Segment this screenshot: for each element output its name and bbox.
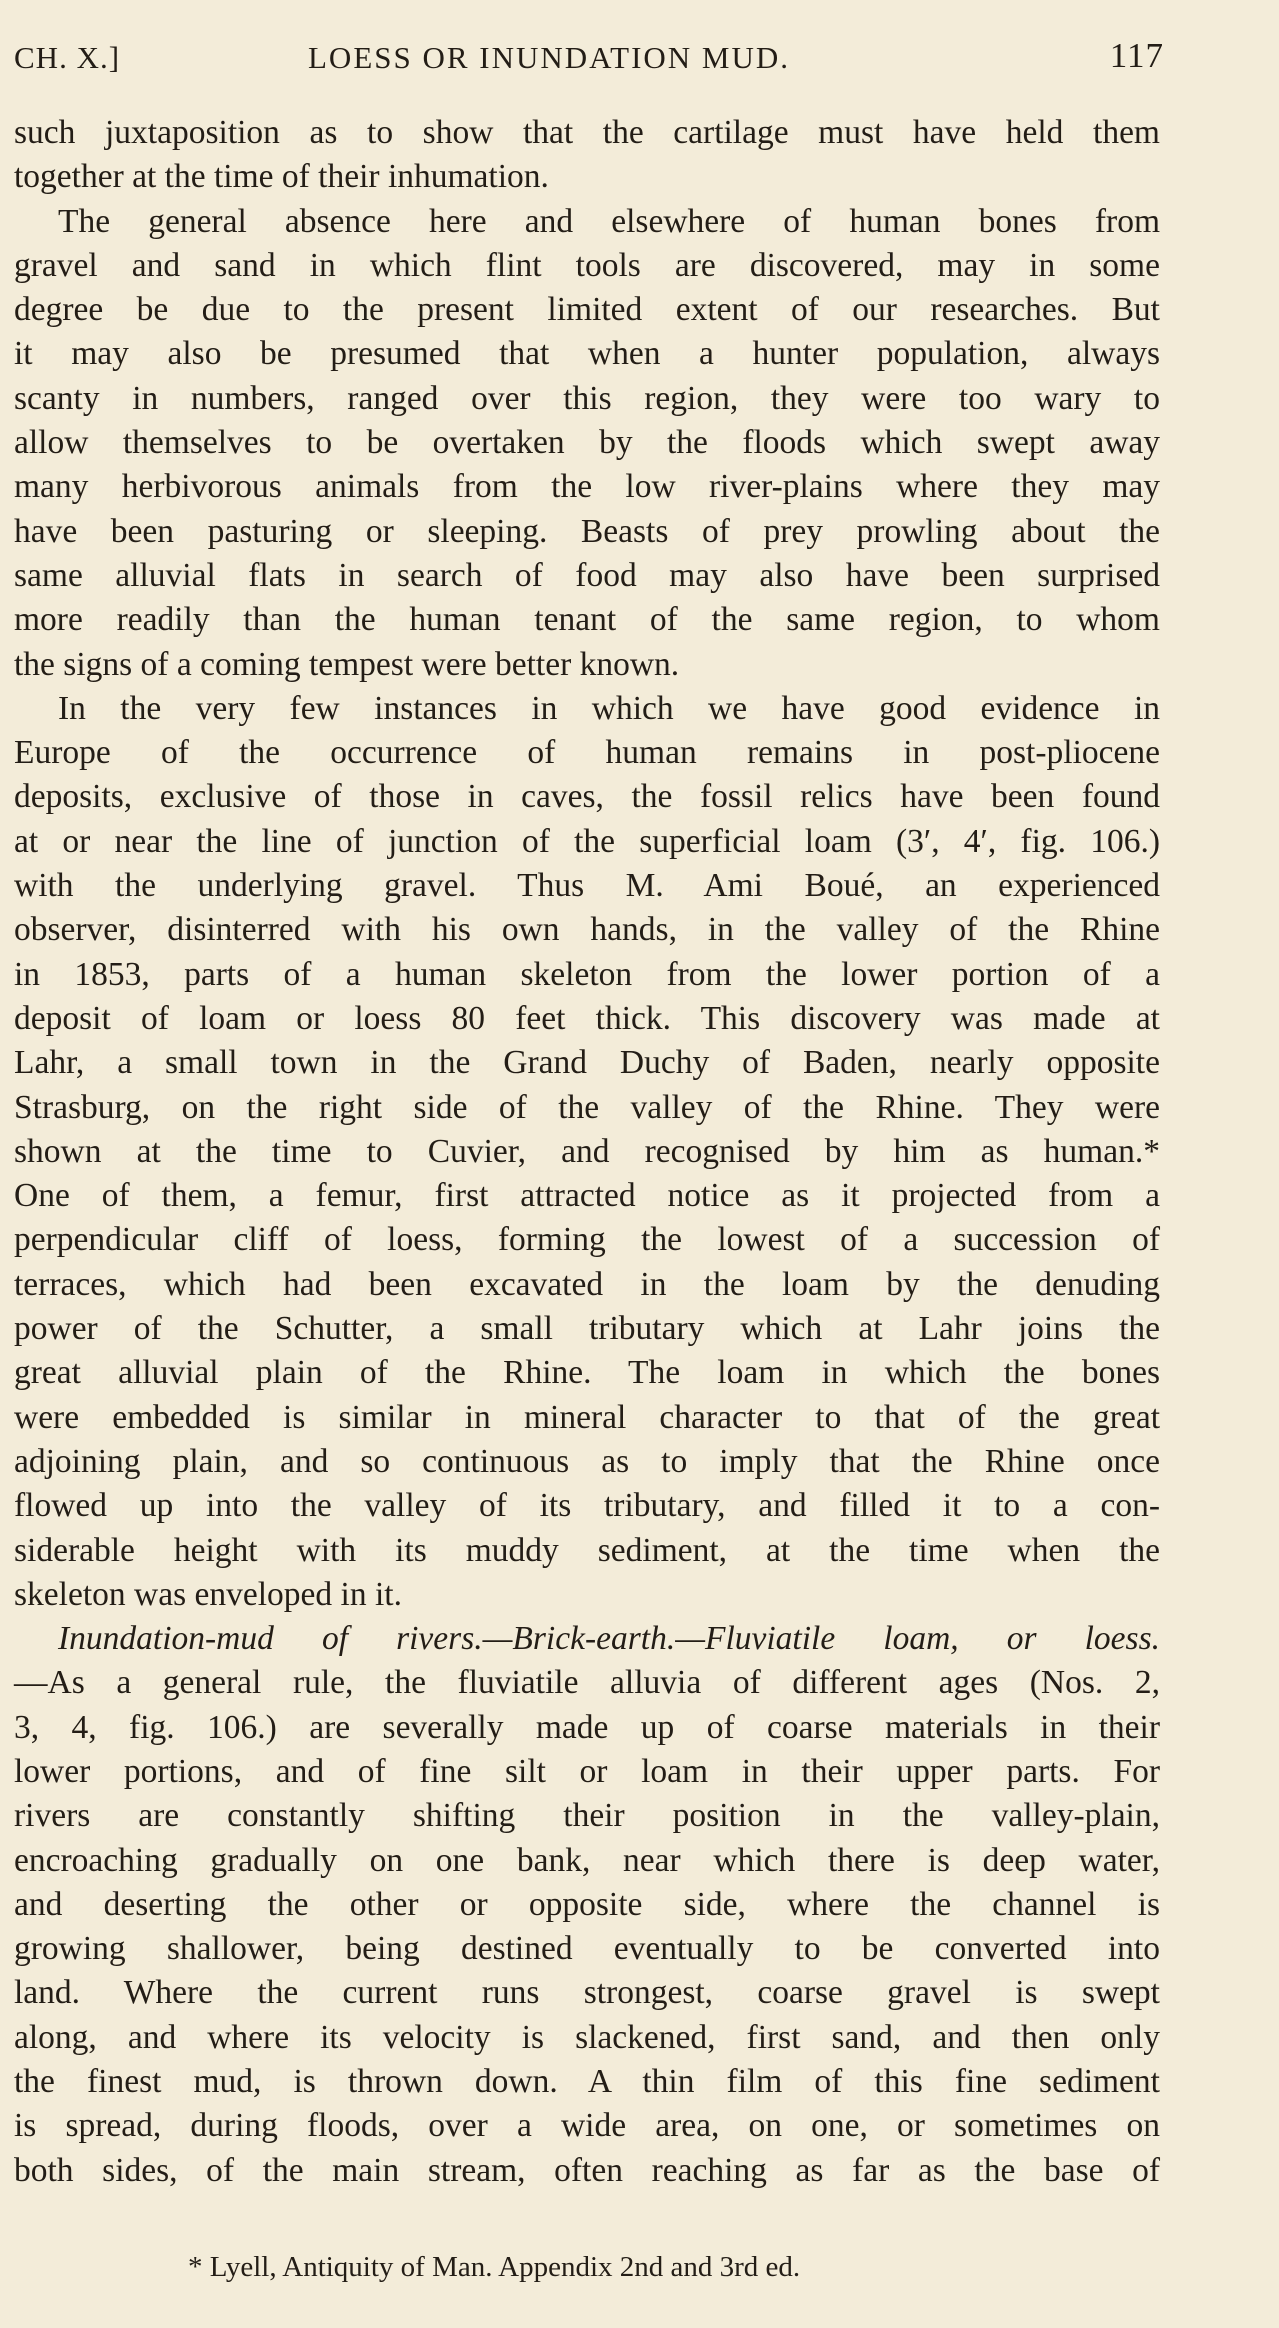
page-number: 117 bbox=[1109, 36, 1164, 75]
text-line: were embedded is similar in mineral character to that of the great bbox=[14, 1398, 1160, 1436]
text-line: great alluvial plain of the Rhine. The loam in which the bones bbox=[14, 1354, 1160, 1392]
text-line: One of them, a femur, first attracted notice as it projected from a bbox=[14, 1177, 1160, 1215]
footnote: * Lyell, Antiquity of Man. Appendix 2nd and 3rd ed. bbox=[188, 2251, 801, 2283]
text-line: land. Where the current runs strongest, coarse gravel is swept bbox=[14, 1974, 1160, 2012]
paragraph bbox=[14, 200, 1160, 687]
text-line: scanty in numbers, ranged over this region, they were too wary to bbox=[14, 379, 1160, 417]
text-line: Europe of the occurrence of human remains in post-pliocene bbox=[14, 734, 1160, 772]
text-line: and deserting the other or opposite side, where the channel is bbox=[14, 1885, 1160, 1923]
section-heading: Inundation-mud of rivers.—Brick-earth.—Fluviatile loam, or loess. bbox=[58, 1620, 1160, 1658]
paragraph bbox=[14, 111, 1160, 200]
text-line: lower portions, and of fine silt or loam in their upper parts. For bbox=[14, 1752, 1160, 1790]
text-line: same alluvial flats in search of food may also have been surprised bbox=[14, 556, 1160, 594]
text-line: have been pasturing or sleeping. Beasts of prey prowling about the bbox=[14, 512, 1160, 550]
text-line: rivers are constantly shifting their position in the valley-plain, bbox=[14, 1797, 1160, 1835]
text-line: flowed up into the valley of its tributary, and filled it to a con- bbox=[14, 1487, 1160, 1525]
text-line: together at the time of their inhumation. bbox=[14, 158, 549, 196]
text-line: skeleton was enveloped in it. bbox=[14, 1575, 402, 1613]
section-inundation-mud bbox=[14, 1617, 1160, 2193]
text-line: such juxtaposition as to show that the cartilage must have held them bbox=[14, 114, 1160, 151]
text-line: encroaching gradually on one bank, near which there is deep water, bbox=[14, 1841, 1160, 1879]
text-line: allow themselves to be overtaken by the floods which swept away bbox=[14, 424, 1160, 462]
chapter-label: CH. X.] bbox=[14, 40, 121, 75]
text-line: —As a general rule, the fluviatile alluvia of different ages (Nos. 2, bbox=[14, 1664, 1160, 1702]
text-line: many herbivorous animals from the low river-plains where they may bbox=[14, 468, 1160, 506]
text-line: adjoining plain, and so continuous as to imply that the Rhine once bbox=[14, 1442, 1160, 1480]
text-line: Lahr, a small town in the Grand Duchy of Baden, nearly opposite bbox=[14, 1044, 1160, 1082]
text-line: 3, 4, fig. 106.) are severally made up of coarse materials in their bbox=[14, 1708, 1160, 1746]
text-line: In the very few instances in which we have good evidence in bbox=[58, 689, 1160, 727]
text-line: the finest mud, is thrown down. A thin film of this fine sediment bbox=[14, 2063, 1160, 2101]
text-line: along, and where its velocity is slackened, first sand, and then only bbox=[14, 2018, 1160, 2056]
text-line: perpendicular cliff of loess, forming the lowest of a succession of bbox=[14, 1221, 1160, 1259]
text-line: deposits, exclusive of those in caves, the fossil relics have been found bbox=[14, 778, 1160, 816]
running-title: LOESS OR INUNDATION MUD. bbox=[308, 40, 790, 75]
text-line: observer, disinterred with his own hands, in the valley of the Rhine bbox=[14, 911, 1160, 949]
text-line: at or near the line of junction of the superficial loam (3′, 4′, fig. 106.) bbox=[14, 822, 1160, 860]
running-head bbox=[14, 36, 1164, 84]
text-line: growing shallower, being destined eventually to be converted into bbox=[14, 1930, 1160, 1968]
text-line: gravel and sand in which flint tools are discovered, may in some bbox=[14, 246, 1160, 284]
body-text bbox=[14, 111, 1160, 2193]
text-line: in 1853, parts of a human skeleton from the lower portion of a bbox=[14, 955, 1160, 993]
text-line: The general absence here and elsewhere of human bones from bbox=[58, 202, 1160, 240]
text-line: degree be due to the present limited extent of our researches. But bbox=[14, 291, 1160, 329]
text-line: deposit of loam or loess 80 feet thick. This discovery was made at bbox=[14, 999, 1160, 1037]
text-line: Strasburg, on the right side of the valley of the Rhine. They were bbox=[14, 1088, 1160, 1126]
text-line: the signs of a coming tempest were better known. bbox=[14, 645, 680, 683]
text-line: is spread, during floods, over a wide area, on one, or sometimes on bbox=[14, 2107, 1160, 2145]
text-line: both sides, of the main stream, often reaching as far as the base of bbox=[14, 2151, 1160, 2189]
text-line: siderable height with its muddy sediment, at the time when the bbox=[14, 1531, 1160, 1569]
text-line: with the underlying gravel. Thus M. Ami Boué, an experienced bbox=[14, 867, 1160, 905]
text-line: it may also be presumed that when a hunter population, always bbox=[14, 335, 1160, 373]
paragraph bbox=[14, 687, 1160, 1617]
text-line: shown at the time to Cuvier, and recognised by him as human.* bbox=[14, 1132, 1160, 1170]
text-line: more readily than the human tenant of the same region, to whom bbox=[14, 601, 1160, 639]
text-line: power of the Schutter, a small tributary which at Lahr joins the bbox=[14, 1310, 1160, 1348]
text-line: terraces, which had been excavated in the loam by the denuding bbox=[14, 1265, 1160, 1303]
